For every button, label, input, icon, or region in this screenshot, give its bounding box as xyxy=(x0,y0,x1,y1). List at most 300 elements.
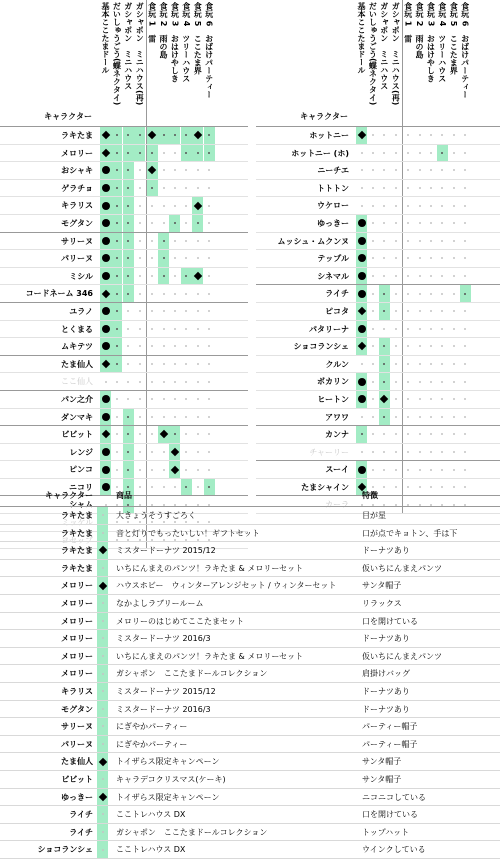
availability-cell xyxy=(403,127,414,144)
diamond-icon xyxy=(171,465,179,473)
diamond-icon xyxy=(357,342,365,350)
list-product: トイザらス限定キャンペーン xyxy=(116,792,220,802)
diamond-icon xyxy=(101,131,109,139)
dot-icon xyxy=(163,345,165,347)
dot-icon xyxy=(383,328,385,330)
dot-icon xyxy=(151,363,153,365)
dot-icon xyxy=(174,310,176,312)
availability-cell xyxy=(134,197,145,214)
availability-cell xyxy=(192,162,203,179)
availability-cell xyxy=(414,233,425,250)
dot-icon xyxy=(453,293,455,295)
availability-cell xyxy=(414,285,425,302)
dot-icon xyxy=(151,275,153,277)
dot-icon xyxy=(116,240,118,242)
dot-icon xyxy=(151,345,153,347)
availability-cell xyxy=(390,145,401,162)
table-row xyxy=(0,426,248,444)
column-divider xyxy=(402,321,403,338)
character-name: ムッシュ・ムクンヌ xyxy=(277,236,349,246)
character-name: ゲラチョ xyxy=(61,183,93,193)
dot-icon xyxy=(383,275,385,277)
availability-cell xyxy=(192,180,203,197)
dot-icon xyxy=(441,433,443,435)
list-product: なかよしラブリールーム xyxy=(116,598,204,608)
dot-icon xyxy=(419,433,421,435)
dot-icon xyxy=(208,169,210,171)
availability-cell xyxy=(181,461,192,478)
availability-cell xyxy=(158,250,169,267)
dot-icon xyxy=(197,451,199,453)
dot-icon xyxy=(419,451,421,453)
list-feature: ウインクしている xyxy=(362,845,426,855)
dot-icon xyxy=(430,152,432,154)
dot-icon xyxy=(441,222,443,224)
dot-icon xyxy=(127,433,129,435)
availability-cell xyxy=(403,373,414,390)
dot-icon xyxy=(453,363,455,365)
dot-icon xyxy=(361,363,363,365)
character-name: とくまる xyxy=(61,324,93,334)
availability-cell xyxy=(356,391,367,408)
availability-cell xyxy=(403,409,414,426)
availability-cell xyxy=(123,250,134,267)
availability-cell xyxy=(192,233,203,250)
availability-cell xyxy=(100,215,111,232)
dot-icon xyxy=(102,567,104,569)
dot-icon xyxy=(208,381,210,383)
availability-cell xyxy=(356,197,367,214)
column-header: だいしゅうごう(蝶ネクタイ) xyxy=(112,2,122,106)
character-name: パタリーナ xyxy=(309,324,349,334)
availability-cell xyxy=(111,321,122,338)
dot-icon xyxy=(102,637,104,639)
dot-icon xyxy=(453,257,455,259)
availability-cell xyxy=(379,426,390,443)
availability-cell xyxy=(147,444,158,461)
dot-icon xyxy=(441,363,443,365)
list-feature: ニコニコしている xyxy=(362,792,426,802)
availability-cell xyxy=(204,180,215,197)
list-product: ここトレハウス DX xyxy=(116,810,186,820)
dot-icon xyxy=(185,469,187,471)
availability-cell xyxy=(123,426,134,443)
availability-cell xyxy=(123,444,134,461)
availability-cell xyxy=(403,145,414,162)
availability-cell xyxy=(147,268,158,285)
list-item xyxy=(0,841,500,859)
circle-icon xyxy=(102,166,110,174)
character-name: ここ仙人 xyxy=(61,377,93,387)
dot-icon xyxy=(102,655,104,657)
availability-cell xyxy=(134,180,145,197)
list-mark-cell xyxy=(97,507,108,524)
dot-icon xyxy=(383,469,385,471)
dot-icon xyxy=(151,451,153,453)
availability-cell xyxy=(448,285,459,302)
availability-cell xyxy=(448,321,459,338)
circle-icon xyxy=(358,254,366,262)
dot-icon xyxy=(163,257,165,259)
dot-icon xyxy=(139,152,141,154)
character-name: ムキテツ xyxy=(61,342,93,352)
availability-cell xyxy=(181,285,192,302)
dot-icon xyxy=(464,345,466,347)
dot-icon xyxy=(430,310,432,312)
dot-icon xyxy=(185,433,187,435)
availability-cell xyxy=(147,321,158,338)
table-row xyxy=(0,215,248,233)
dot-icon xyxy=(383,152,385,154)
dot-icon xyxy=(197,416,199,418)
circle-icon xyxy=(102,307,110,315)
availability-cell xyxy=(100,338,111,355)
availability-cell xyxy=(390,233,401,250)
availability-cell xyxy=(147,373,158,390)
availability-cell xyxy=(192,461,203,478)
dot-icon xyxy=(419,469,421,471)
availability-cell xyxy=(437,409,448,426)
dot-icon xyxy=(139,205,141,207)
column-divider xyxy=(146,444,147,461)
availability-cell xyxy=(181,215,192,232)
column-header: 食玩 5 ここたま界 xyxy=(193,2,203,75)
availability-cell xyxy=(123,461,134,478)
availability-cell xyxy=(437,162,448,179)
availability-cell xyxy=(134,268,145,285)
dot-icon xyxy=(174,328,176,330)
list-product: にぎやかパーティー xyxy=(116,739,188,749)
column-header: 基本ここたまドール xyxy=(357,2,366,74)
column-divider xyxy=(146,321,147,338)
dot-icon xyxy=(464,169,466,171)
dot-icon xyxy=(185,240,187,242)
list-product: ハウスホビー ウィンターアレンジセット / ウィンターセット xyxy=(116,581,337,591)
dot-icon xyxy=(395,345,397,347)
dot-icon xyxy=(464,328,466,330)
table-row xyxy=(0,197,248,215)
diamond-icon xyxy=(148,166,156,174)
availability-cell xyxy=(134,461,145,478)
dot-icon xyxy=(127,293,129,295)
availability-cell xyxy=(414,268,425,285)
dot-icon xyxy=(139,134,141,136)
availability-cell xyxy=(192,145,203,162)
availability-cell xyxy=(134,356,145,373)
dot-icon xyxy=(139,222,141,224)
dot-icon xyxy=(441,416,443,418)
availability-cell xyxy=(123,197,134,214)
availability-cell xyxy=(414,338,425,355)
list-feature: パーティー帽子 xyxy=(362,739,418,749)
availability-cell xyxy=(356,162,367,179)
availability-cell xyxy=(158,321,169,338)
dot-icon xyxy=(151,205,153,207)
availability-cell xyxy=(437,356,448,373)
availability-cell xyxy=(437,250,448,267)
dot-icon xyxy=(441,293,443,295)
list-feature: 目が星 xyxy=(362,511,386,520)
dot-icon xyxy=(407,134,409,136)
table-row xyxy=(0,356,248,374)
dot-icon xyxy=(430,275,432,277)
availability-cell xyxy=(390,162,401,179)
availability-cell xyxy=(123,162,134,179)
dot-icon xyxy=(151,398,153,400)
table-row xyxy=(256,127,500,145)
list-character: ラキたま xyxy=(61,511,93,520)
dot-icon xyxy=(197,152,199,154)
dot-icon xyxy=(174,381,176,383)
availability-cell xyxy=(367,356,378,373)
availability-cell xyxy=(379,303,390,320)
dot-icon xyxy=(163,134,165,136)
dot-icon xyxy=(163,205,165,207)
circle-icon xyxy=(102,184,110,192)
availability-cell xyxy=(169,233,180,250)
availability-cell xyxy=(425,233,436,250)
dot-icon xyxy=(419,381,421,383)
column-divider xyxy=(402,391,403,408)
availability-cell xyxy=(158,162,169,179)
availability-cell xyxy=(379,162,390,179)
availability-cell xyxy=(367,127,378,144)
availability-cell xyxy=(134,285,145,302)
table-row xyxy=(0,180,248,198)
dot-icon xyxy=(383,169,385,171)
availability-cell xyxy=(169,303,180,320)
list-character: ライチ xyxy=(69,827,93,837)
dot-icon xyxy=(464,240,466,242)
dot-icon xyxy=(185,398,187,400)
column-divider xyxy=(146,268,147,285)
availability-cell xyxy=(169,321,180,338)
dot-icon xyxy=(453,345,455,347)
dot-icon xyxy=(139,381,141,383)
dot-icon xyxy=(116,469,118,471)
dot-icon xyxy=(419,293,421,295)
dot-icon xyxy=(419,310,421,312)
dot-icon xyxy=(151,381,153,383)
dot-icon xyxy=(185,451,187,453)
availability-cell xyxy=(181,145,192,162)
dot-icon xyxy=(395,310,397,312)
availability-cell xyxy=(134,321,145,338)
table-row xyxy=(256,180,500,198)
availability-cell xyxy=(158,356,169,373)
availability-cell xyxy=(100,391,111,408)
dot-icon xyxy=(430,363,432,365)
dot-icon xyxy=(395,134,397,136)
availability-cell xyxy=(111,373,122,390)
dot-icon xyxy=(151,416,153,418)
dot-icon xyxy=(383,240,385,242)
table-row xyxy=(256,373,500,391)
availability-cell xyxy=(390,285,401,302)
dot-icon xyxy=(441,328,443,330)
availability-cell xyxy=(181,197,192,214)
dot-icon xyxy=(127,187,129,189)
dot-icon xyxy=(430,398,432,400)
availability-cell xyxy=(123,373,134,390)
availability-cell xyxy=(192,356,203,373)
availability-cell xyxy=(204,303,215,320)
list-item xyxy=(0,683,500,701)
dot-icon xyxy=(139,433,141,435)
dot-icon xyxy=(395,433,397,435)
availability-cell xyxy=(192,426,203,443)
column-divider xyxy=(402,127,403,144)
table-row xyxy=(256,391,500,409)
dot-icon xyxy=(185,169,187,171)
dot-icon xyxy=(102,532,104,534)
availability-cell xyxy=(379,409,390,426)
availability-cell xyxy=(158,197,169,214)
dot-icon xyxy=(163,293,165,295)
list-product: ガシャポン ここたまドールコレクション xyxy=(116,827,268,837)
dot-icon xyxy=(453,416,455,418)
character-name: ライチ xyxy=(325,289,349,299)
dot-icon xyxy=(407,398,409,400)
availability-cell xyxy=(425,180,436,197)
column-header: 食玩 3 おはけやしき xyxy=(426,2,436,83)
diamond-icon xyxy=(193,201,201,209)
column-divider xyxy=(402,373,403,390)
availability-cell xyxy=(147,356,158,373)
availability-cell xyxy=(169,338,180,355)
availability-cell xyxy=(403,321,414,338)
availability-cell xyxy=(390,268,401,285)
column-header: 食玩 1 雷 xyxy=(147,2,157,43)
list-character: メロリー xyxy=(61,616,93,626)
availability-cell xyxy=(158,285,169,302)
circle-icon xyxy=(358,290,366,298)
availability-cell xyxy=(356,215,367,232)
list-mark-cell xyxy=(97,841,108,858)
dot-icon xyxy=(163,363,165,365)
diamond-icon xyxy=(357,307,365,315)
list-product: 音と灯りでもったいしい！ギフトセット xyxy=(116,528,260,538)
availability-cell xyxy=(460,145,471,162)
availability-cell xyxy=(367,409,378,426)
dot-icon xyxy=(453,451,455,453)
availability-cell xyxy=(169,426,180,443)
list-feature: 仮いちにんまえパンツ xyxy=(362,563,442,573)
availability-cell xyxy=(111,356,122,373)
dot-icon xyxy=(151,222,153,224)
availability-cell xyxy=(460,391,471,408)
diamond-icon xyxy=(98,793,106,801)
availability-cell xyxy=(425,285,436,302)
availability-cell xyxy=(134,373,145,390)
list-product: メロリーのはじめてここたまセット xyxy=(116,616,244,626)
dot-icon xyxy=(395,398,397,400)
dot-icon xyxy=(395,275,397,277)
list-product: ミスタードーナツ 2016/3 xyxy=(116,704,211,714)
list-mark-cell xyxy=(97,753,108,770)
dot-icon xyxy=(430,222,432,224)
availability-cell xyxy=(448,268,459,285)
dot-icon xyxy=(419,328,421,330)
availability-cell xyxy=(448,444,459,461)
availability-cell xyxy=(448,391,459,408)
dot-icon xyxy=(453,398,455,400)
availability-cell xyxy=(134,338,145,355)
availability-cell xyxy=(158,127,169,144)
availability-cell xyxy=(379,444,390,461)
list-feature-header: 特徴 xyxy=(362,491,378,500)
list-character: モグタン xyxy=(61,704,93,714)
dot-icon xyxy=(102,725,104,727)
availability-cell xyxy=(169,145,180,162)
availability-cell xyxy=(134,162,145,179)
availability-cell xyxy=(192,197,203,214)
availability-cell xyxy=(356,127,367,144)
list-mark-cell xyxy=(97,560,108,577)
dot-icon xyxy=(105,381,107,383)
table-row xyxy=(256,162,500,180)
diamond-icon xyxy=(98,581,106,589)
dot-icon xyxy=(430,345,432,347)
dot-icon xyxy=(185,187,187,189)
dot-icon xyxy=(372,398,374,400)
availability-cell xyxy=(134,145,145,162)
availability-cell xyxy=(425,338,436,355)
dot-icon xyxy=(139,293,141,295)
availability-cell xyxy=(356,250,367,267)
availability-cell xyxy=(379,461,390,478)
column-header: 食玩 1 雷 xyxy=(403,2,413,43)
dot-icon xyxy=(116,363,118,365)
dot-icon xyxy=(361,187,363,189)
dot-icon xyxy=(208,363,210,365)
column-header: ガシャポン ミニハウス xyxy=(123,2,133,90)
list-character: ラキたま xyxy=(61,546,93,556)
dot-icon xyxy=(395,240,397,242)
availability-cell xyxy=(448,461,459,478)
list-item xyxy=(0,771,500,789)
availability-cell xyxy=(425,162,436,179)
availability-cell xyxy=(460,321,471,338)
availability-cell xyxy=(390,409,401,426)
dot-icon xyxy=(139,169,141,171)
dot-icon xyxy=(395,363,397,365)
dot-icon xyxy=(372,310,374,312)
dot-icon xyxy=(453,152,455,154)
dot-icon xyxy=(102,743,104,745)
availability-cell xyxy=(123,180,134,197)
availability-cell xyxy=(181,233,192,250)
availability-cell xyxy=(425,356,436,373)
dot-icon xyxy=(372,169,374,171)
list-feature: サンタ帽子 xyxy=(362,581,402,591)
availability-cell xyxy=(437,338,448,355)
dot-icon xyxy=(453,205,455,207)
list-item xyxy=(0,753,500,771)
dot-icon xyxy=(116,275,118,277)
dot-icon xyxy=(383,433,385,435)
column-divider xyxy=(146,215,147,232)
character-name: コードネーム 346 xyxy=(25,289,93,299)
availability-cell xyxy=(403,461,414,478)
list-feature: 口を開けている xyxy=(362,616,418,626)
dot-icon xyxy=(127,134,129,136)
column-divider xyxy=(146,373,147,390)
dot-icon xyxy=(453,275,455,277)
availability-cell xyxy=(379,391,390,408)
availability-cell xyxy=(204,285,215,302)
availability-cell xyxy=(437,303,448,320)
